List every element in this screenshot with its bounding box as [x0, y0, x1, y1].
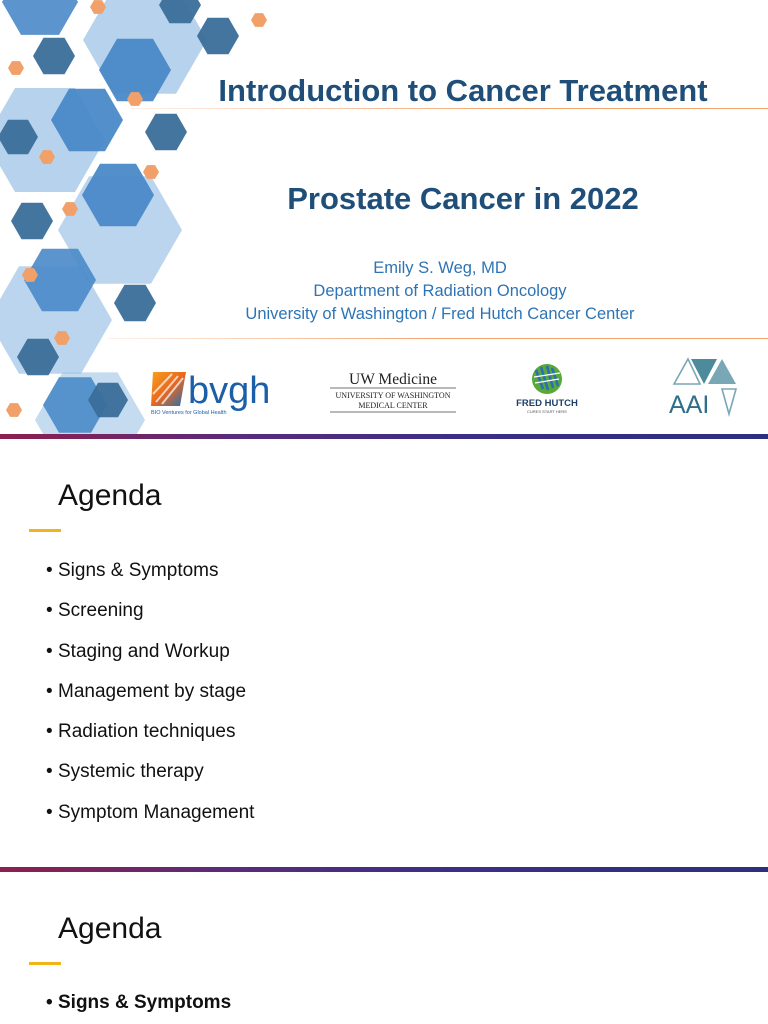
hexagon-shape [33, 38, 75, 74]
bullet-point: • [46, 560, 53, 581]
agenda-list [46, 559, 254, 841]
uw-line2: MEDICAL CENTER [358, 401, 428, 410]
bullet-point: • [46, 680, 53, 702]
agenda-item-label: Management by stage [58, 680, 247, 702]
fred-hutch-logo [512, 360, 582, 416]
title-slide [0, 0, 768, 434]
agenda-item-label: Signs & Symptoms [58, 992, 232, 1013]
agenda-item-label: Systemic therapy [58, 761, 204, 783]
bullet-point: • [46, 721, 53, 743]
agenda-item-label: Staging and Workup [58, 640, 230, 662]
author-institution: University of Washington / Fred Hutch Cancer Center [245, 305, 635, 323]
hexagon-shape [251, 13, 267, 27]
uw-medicine-wordmark: UW Medicine [349, 371, 437, 388]
agenda-item [46, 680, 254, 720]
agenda-title: Agenda [58, 479, 162, 512]
uw-line1: UNIVERSITY OF WASHINGTON [335, 391, 451, 400]
author-name: Emily S. Weg, MD [373, 259, 507, 277]
agenda-item-label: Signs & Symptoms [58, 560, 219, 581]
hexagon-shape [8, 61, 24, 75]
presentation-subtitle: Prostate Cancer in 2022 [287, 181, 639, 216]
fred-hutch-tagline: CURES START HERE [526, 409, 568, 414]
aai-wordmark: AAI [669, 391, 710, 418]
bvgh-tagline: BIO Ventures for Global Health [151, 410, 227, 416]
title-underline [29, 529, 61, 532]
accent-line [108, 338, 768, 339]
bullet-point: • [46, 600, 53, 622]
bvgh-logo [150, 368, 290, 416]
agenda-title: Agenda [58, 912, 162, 945]
agenda-list [46, 991, 231, 1024]
author-block [190, 257, 690, 326]
agenda-item [46, 599, 254, 639]
agenda-item [46, 760, 254, 800]
uw-medicine-logo [326, 368, 460, 416]
author-department: Department of Radiation Oncology [313, 282, 567, 300]
hexagon-shape [11, 203, 53, 239]
presentation-title: Introduction to Cancer Treatment [218, 73, 708, 108]
agenda-item-highlighted [46, 991, 231, 1024]
agenda-item [46, 559, 254, 599]
hexagon-shape [6, 403, 22, 417]
agenda-slide [0, 439, 768, 867]
fred-hutch-wordmark: FRED HUTCH [516, 398, 578, 409]
hexagon-shape [114, 285, 156, 321]
bullet-point: • [46, 640, 53, 662]
title-underline [29, 962, 61, 965]
agenda-item-label: Screening [58, 600, 144, 622]
hexagon-shape [2, 0, 78, 35]
agenda-item [46, 720, 254, 760]
agenda-slide [0, 872, 768, 1024]
bullet-point: • [46, 992, 53, 1013]
bvgh-wordmark: bvgh [188, 370, 271, 412]
agenda-item-label: Radiation techniques [58, 721, 236, 743]
hexagon-shape [197, 18, 239, 54]
bullet-point: • [46, 761, 53, 783]
agenda-item [46, 801, 254, 841]
bullet-point: • [46, 801, 53, 823]
agenda-item-label: Symptom Management [58, 801, 255, 823]
agenda-item [46, 640, 254, 680]
aai-logo [666, 356, 742, 418]
hexagon-shape [145, 114, 187, 150]
